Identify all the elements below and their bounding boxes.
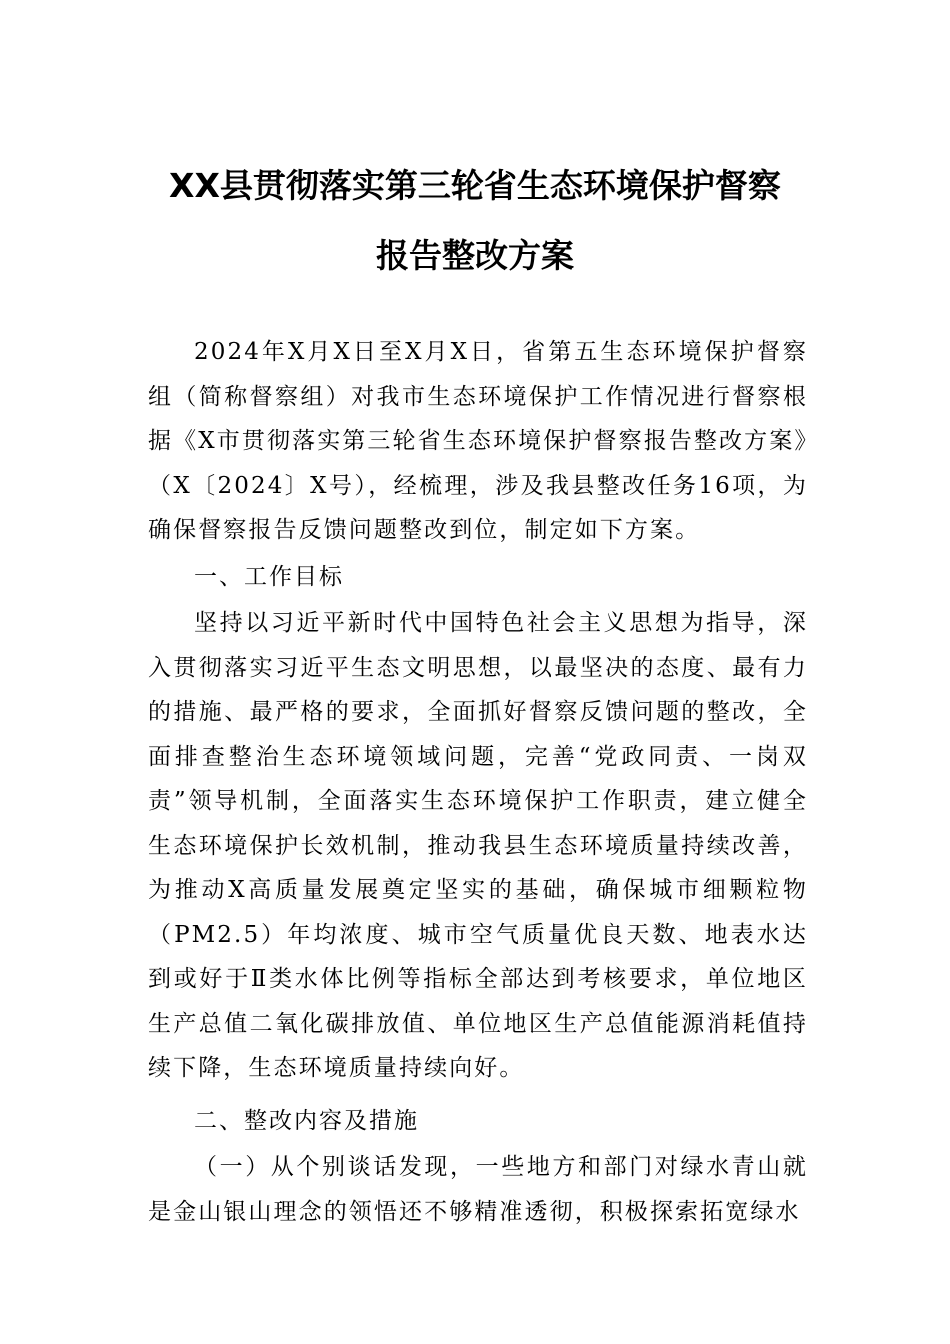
document-body: [148, 330, 808, 1234]
section-1-heading: 一、工作目标: [194, 563, 344, 590]
document-title-line-1: XX县贯彻落实第三轮省生态环境保护督察: [169, 166, 781, 205]
intro-paragraph: 2024年X月X日至X月X日，省第五生态环境保护督察组（简称督察组）对我市生态环境保护工作情况进行督察根据《X市贯彻落实第三轮省生态环境保护督察报告整改方案》（X〔2024〕X号），经梳理，涉及我县整改任务16项，为确保督察报告反馈问题整改到位，制定如下方案。: [148, 339, 808, 543]
document-title-line-2: 报告整改方案: [376, 236, 574, 275]
section-2-item-1-paragraph: （一）从个别谈话发现，一些地方和部门对绿水青山就是金山银山理念的领悟还不够精准透彻，积极探索拓宽绿水: [148, 1154, 808, 1225]
section-2-heading: 二、整改内容及措施: [194, 1107, 419, 1134]
section-1-paragraph: 坚持以习近平新时代中国特色社会主义思想为指导，深入贯彻落实习近平生态文明思想，以最坚决的态度、最有力的措施、最严格的要求，全面抓好督察反馈问题的整改，全面排查整治生态环境领域问题，完善“党政同责、一岗双责”领导机制，全面落实生态环境保护工作职责，建立健全生态环境保护长效机制，推动我县生态环境质量持续改善，为推动X高质量发展奠定坚实的基础，确保城市细颗粒物（PM2.5）年均浓度、城市空气质量优良天数、地表水达到或好于Ⅱ类水体比例等指标全部达到考核要求，单位地区生产总值二氧化碳排放值、单位地区生产总值能源消耗值持续下降，生态环境质量持续向好。: [148, 610, 808, 1081]
